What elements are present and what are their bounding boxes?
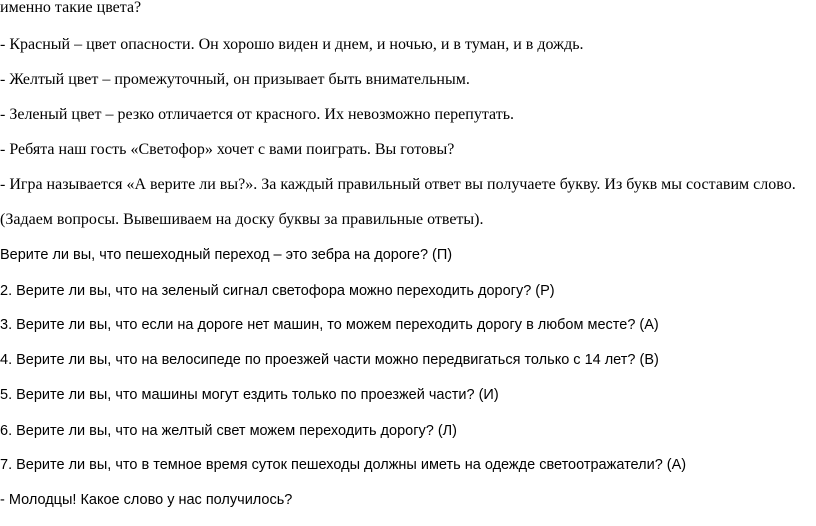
question-7: 7. Верите ли вы, что в темное время суток пешеходы должны иметь на одежде светоотражатели? (А): [0, 457, 687, 473]
question-5: 5. Верите ли вы, что машины могут ездить только по проезжей части? (И): [0, 387, 499, 403]
text-line-green-color: - Зеленый цвет – резко отличается от красного. Их невозможно перепутать.: [0, 106, 515, 123]
question-4: 4. Верите ли вы, что на велосипеде по проезжей части можно передвигаться только с 14 лет? (В): [0, 352, 659, 368]
text-line-intro-question: именно такие цвета?: [0, 0, 142, 16]
question-2: 2. Верите ли вы, что на зеленый сигнал светофора можно переходить дорогу? (Р): [0, 283, 555, 299]
text-line-game-rules: - Игра называется «А верите ли вы?». За каждый правильный ответ вы получаете букву. Из букв мы составим слово.: [0, 176, 796, 193]
question-3: 3. Верите ли вы, что если на дороге нет машин, то можем переходить дорогу в любом месте? (А): [0, 317, 659, 333]
text-line-yellow-color: - Желтый цвет – промежуточный, он призывает быть внимательным.: [0, 71, 470, 88]
text-line-guest-traffic-light: - Ребята наш гость «Светофор» хочет с вами поиграть. Вы готовы?: [0, 141, 455, 158]
question-1: Верите ли вы, что пешеходный переход – это зебра на дороге? (П): [0, 247, 453, 263]
question-6: 6. Верите ли вы, что на желтый свет можем переходить дорогу? (Л): [0, 423, 457, 439]
text-line-conclusion: - Молодцы! Какое слово у нас получилось?: [0, 492, 293, 508]
text-line-red-color: - Красный – цвет опасности. Он хорошо виден и днем, и ночью, и в туман, и в дождь.: [0, 36, 584, 53]
text-line-instructions: (Задаем вопросы. Вывешиваем на доску буквы за правильные ответы).: [0, 211, 484, 228]
